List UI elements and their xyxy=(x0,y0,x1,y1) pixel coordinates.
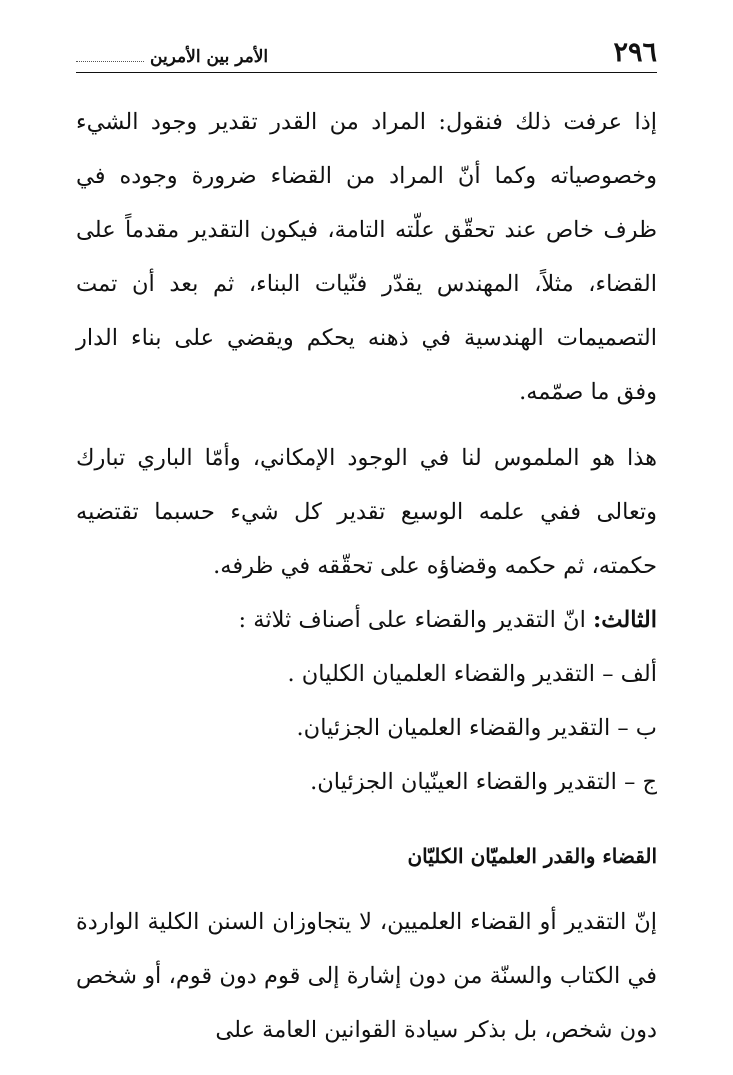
third-text: انّ التقدير والقضاء على أصناف ثلاثة : xyxy=(238,607,593,633)
list-item-ba: ب – التقدير والقضاء العلميان الجزئيان. xyxy=(296,715,657,741)
page-number: ٢٩٦ xyxy=(613,37,657,68)
list-item-jim: ج – التقدير والقضاء العينّيان الجزئيان. xyxy=(310,769,657,795)
list-item-alif: ألف – التقدير والقضاء العلميان الكليان . xyxy=(287,661,657,687)
section-heading: القضاء والقدر العلميّان الكليّان xyxy=(407,844,657,868)
page-body xyxy=(76,95,657,1057)
leader-dots xyxy=(76,61,144,62)
page-header xyxy=(76,30,657,73)
paragraph-2: هذا هو الملموس لنا في الوجود الإمكاني، وأمّا الباري تبارك وتعالى ففي علمه الوسيع تقدير كل شيء حسبما تقتضيه حكمته، ثم حكمه وقضاؤه على تحقّقه في ظرفه. xyxy=(76,445,657,579)
running-title xyxy=(76,49,268,72)
third-label: الثالث: xyxy=(592,607,657,633)
running-title-text: الأمر بين الأمرين xyxy=(150,47,269,67)
paragraph-1: إذا عرفت ذلك فنقول: المراد من القدر تقدير وجود الشيء وخصوصياته وكما أنّ المراد من القضاء ضرورة وجوده في ظرف خاص عند تحقّق علّته التامة، فيكون التقدير مقدماً على القضاء، مثلاً، المهندس يقدّر فنّيات البناء، ثم بعد أن تمت التصميمات الهندسية في ذهنه يحكم ويقضي على بناء الدار وفق ما صمّمه. xyxy=(76,109,657,405)
section-paragraph: إنّ التقدير أو القضاء العلميين، لا يتجاوزان السنن الكلية الواردة في الكتاب والسنّة من دون إشارة إلى قوم دون قوم، أو شخص دون شخص، بل بذكر سيادة القوانين العامة على xyxy=(76,909,657,1043)
third-intro xyxy=(76,593,657,647)
